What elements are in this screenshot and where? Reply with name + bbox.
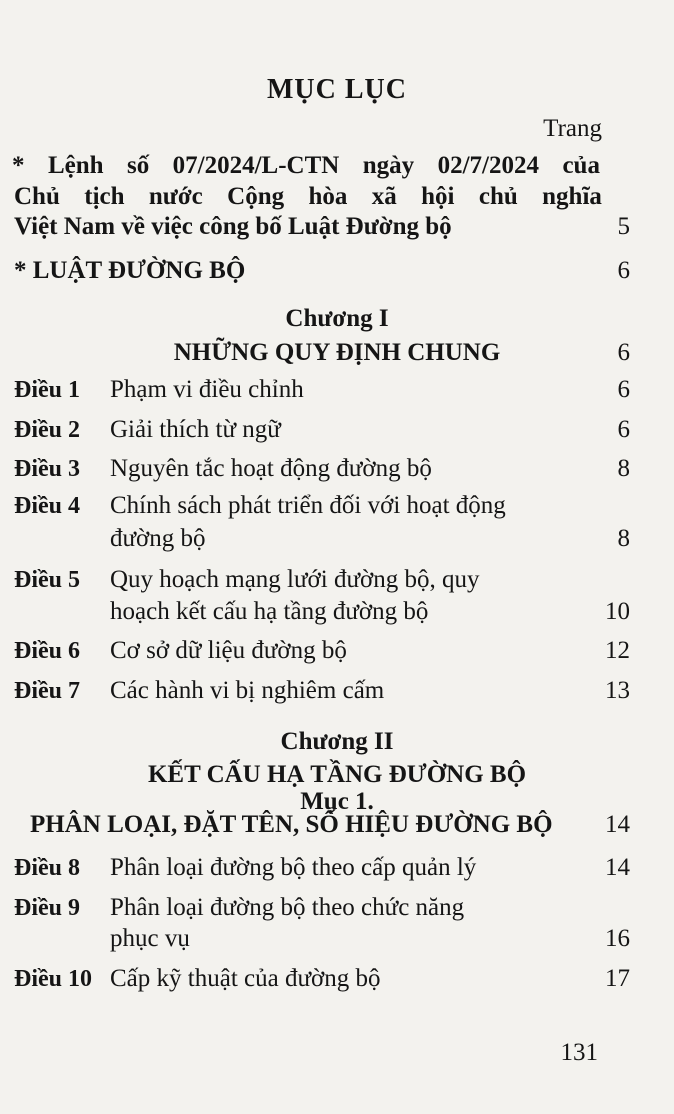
article-title: Quy hoạch mạng lưới đường bộ, quy <box>110 566 480 593</box>
article-label: Điều 8 <box>14 855 80 881</box>
intro-line-3: Việt Nam về việc công bố Luật Đường bộ <box>14 213 452 240</box>
section-1-title: PHÂN LOẠI, ĐẶT TÊN, SỐ HIỆU ĐƯỜNG BỘ <box>30 811 553 838</box>
article-page: 10 <box>605 598 630 625</box>
page-title: MỤC LỤC <box>267 74 407 105</box>
article-label: Điều 6 <box>14 638 80 664</box>
intro-line-1 <box>12 152 600 180</box>
article-title-continued: phục vụ <box>110 925 190 952</box>
article-page: 6 <box>617 376 630 403</box>
article-title: Chính sách phát triển đối với hoạt động <box>110 492 506 519</box>
intro-line-2 <box>14 183 602 211</box>
article-title-continued: đường bộ <box>110 525 206 552</box>
article-label: Điều 10 <box>14 966 92 992</box>
article-page: 16 <box>605 925 630 952</box>
article-title: Cấp kỹ thuật của đường bộ <box>110 965 381 992</box>
chapter-1-page: 6 <box>617 339 630 366</box>
article-page: 13 <box>605 677 630 704</box>
intro-word: ngày <box>362 152 415 179</box>
intro-word: chủ <box>478 183 518 210</box>
article-label: Điều 5 <box>14 567 80 593</box>
article-page: 12 <box>605 637 630 664</box>
article-page: 17 <box>605 965 630 992</box>
article-page: 8 <box>617 455 630 482</box>
intro-word: * <box>12 152 25 179</box>
article-title: Cơ sở dữ liệu đường bộ <box>110 637 347 664</box>
intro-word: Lệnh <box>47 152 104 179</box>
article-label: Điều 2 <box>14 417 80 443</box>
section-1-label: Mục 1. <box>300 788 374 815</box>
intro-word: số <box>126 152 150 179</box>
intro-word: của <box>562 152 600 179</box>
intro-word: xã <box>371 183 397 210</box>
article-label: Điều 9 <box>14 895 80 921</box>
article-title: Nguyên tắc hoạt động đường bộ <box>110 455 432 482</box>
article-title: Phân loại đường bộ theo chức năng <box>110 894 465 921</box>
article-page: 6 <box>617 416 630 443</box>
article-label: Điều 3 <box>14 456 80 482</box>
article-title: Phân loại đường bộ theo cấp quản lý <box>110 854 477 881</box>
article-label: Điều 1 <box>14 377 80 403</box>
intro-word: 07/2024/L-CTN <box>172 152 340 179</box>
article-page: 14 <box>605 854 630 881</box>
chapter-2-label: Chương II <box>280 728 394 755</box>
section-1-page: 14 <box>605 811 630 838</box>
intro-word: tịch <box>84 183 125 210</box>
article-title-continued: hoạch kết cấu hạ tầng đường bộ <box>110 598 429 625</box>
article-page: 8 <box>617 525 630 552</box>
chapter-1-title: NHỮNG QUY ĐỊNH CHUNG <box>173 339 501 366</box>
law-page: 6 <box>617 257 630 284</box>
intro-line-3-page: 5 <box>617 213 630 240</box>
intro-word: hòa <box>308 183 348 210</box>
article-title: Các hành vi bị nghiêm cấm <box>110 677 385 704</box>
article-label: Điều 7 <box>14 678 80 704</box>
chapter-2-title: KẾT CẤU HẠ TẦNG ĐƯỜNG BỘ <box>147 761 527 788</box>
article-title: Phạm vi điều chỉnh <box>110 376 304 403</box>
intro-word: nghĩa <box>542 183 602 210</box>
article-title: Giải thích từ ngữ <box>110 416 281 443</box>
intro-word: 02/7/2024 <box>437 152 540 179</box>
page-number: 131 <box>560 1039 598 1066</box>
intro-word: hội <box>421 183 455 210</box>
law-title: * LUẬT ĐƯỜNG BỘ <box>14 257 246 284</box>
intro-word: Chủ <box>14 183 60 210</box>
article-label: Điều 4 <box>14 493 80 519</box>
page-column-header: Trang <box>543 115 602 142</box>
intro-word: Cộng <box>227 183 285 210</box>
chapter-1-label: Chương I <box>285 305 389 332</box>
intro-word: nước <box>148 183 203 210</box>
